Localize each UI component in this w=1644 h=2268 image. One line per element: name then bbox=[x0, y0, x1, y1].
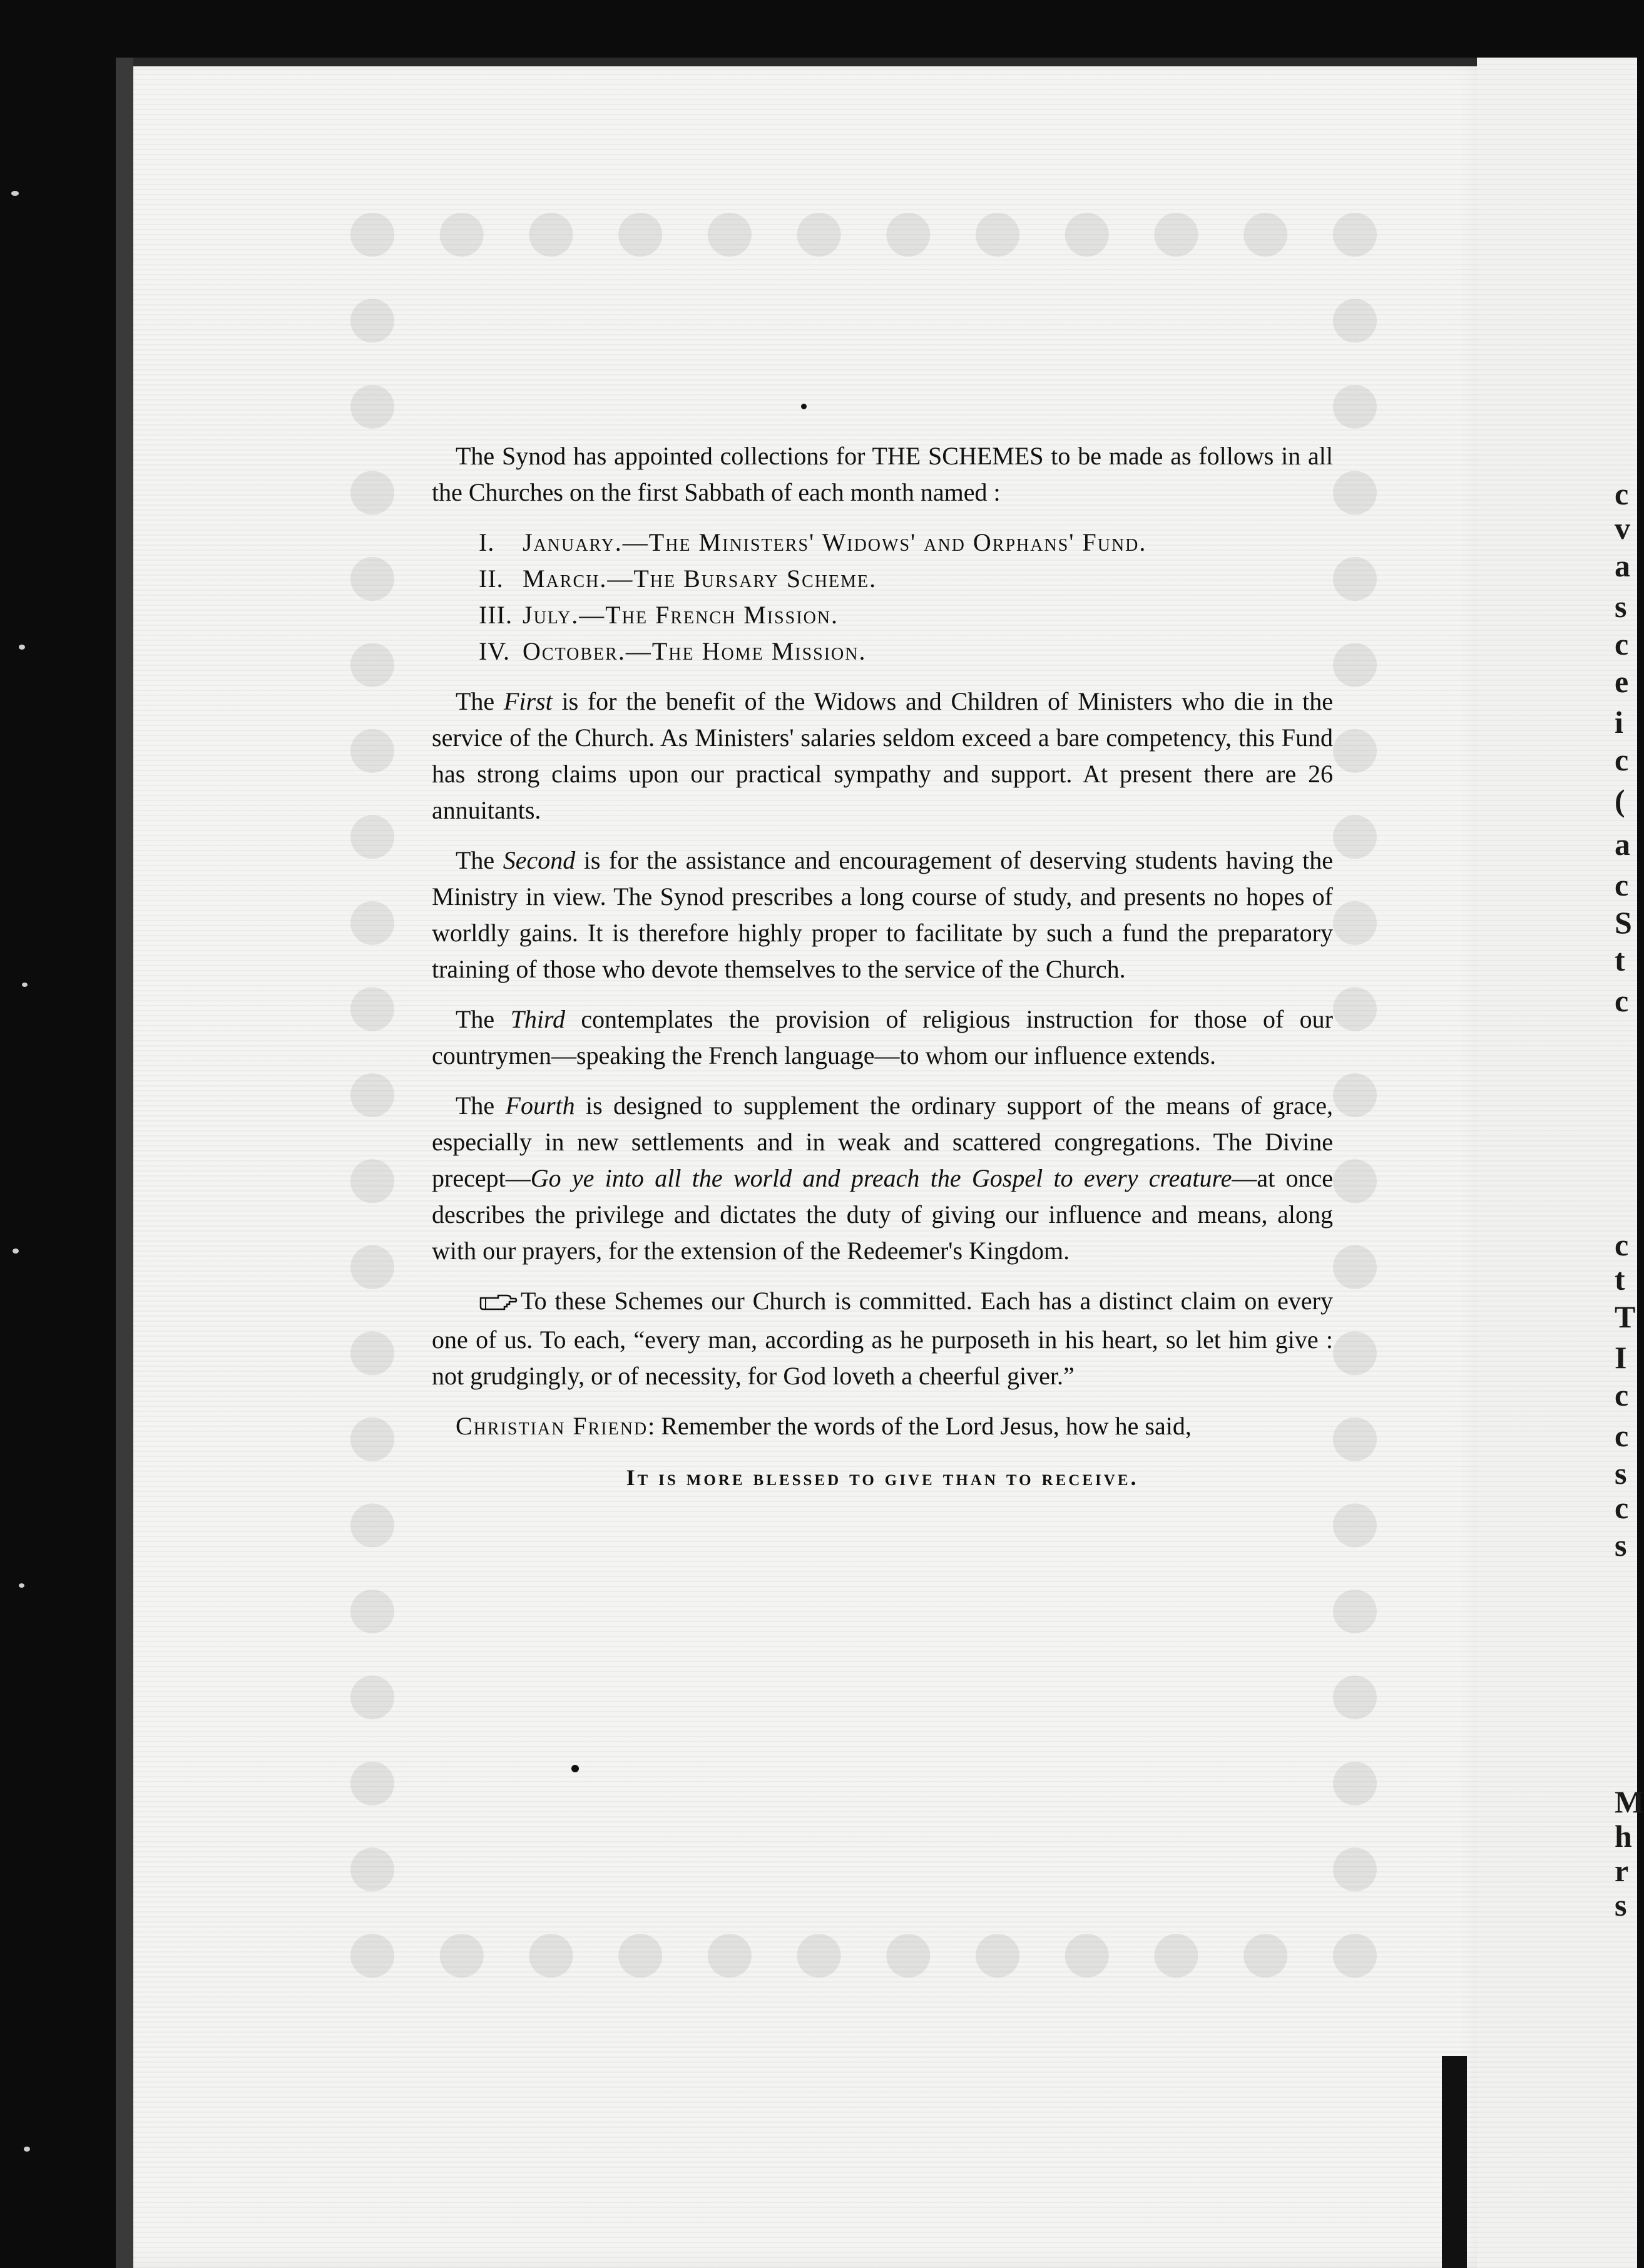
scheme-text: January.—The Ministers' Widows' and Orphans' Fund. bbox=[523, 528, 1147, 556]
scan-speck bbox=[24, 2147, 30, 2152]
scheme-text: July.—The French Mission. bbox=[523, 601, 839, 629]
facing-page-strip bbox=[1477, 58, 1637, 2268]
text-run: —at once describes the privilege and dictates the duty of giving our influence and means, along with our prayers, for the extension of the Redeemer's Kingdom. bbox=[432, 1164, 1333, 1265]
facing-page-letter: T bbox=[1615, 1299, 1636, 1334]
scheme-text: October.—The Home Mission. bbox=[523, 637, 867, 665]
friend-paragraph bbox=[432, 1408, 1333, 1444]
page-top-edge bbox=[116, 58, 1480, 66]
schemes-list bbox=[479, 524, 1333, 670]
salutation: Christian Friend bbox=[456, 1411, 648, 1440]
facing-page-letter: c bbox=[1615, 1490, 1629, 1525]
third-paragraph bbox=[432, 1001, 1333, 1074]
text-run: The bbox=[456, 1005, 511, 1033]
text-run: The bbox=[456, 846, 503, 874]
document-body bbox=[432, 438, 1333, 1496]
emphasis: Fourth bbox=[505, 1091, 575, 1120]
text-run: contemplates the provision of religious instruction for those of our countrymen—speaking the French language—to whom our influence extends. bbox=[432, 1005, 1334, 1070]
facing-page-letter: h bbox=[1615, 1819, 1632, 1854]
facing-page-letter: e bbox=[1615, 664, 1629, 699]
text-run: The bbox=[456, 1091, 506, 1120]
facing-page-letter: c bbox=[1615, 867, 1629, 902]
facing-page-letter: M bbox=[1615, 1784, 1644, 1819]
scan-speck bbox=[11, 191, 19, 196]
facing-page-letter: a bbox=[1615, 548, 1630, 583]
scheme-item bbox=[479, 524, 1333, 561]
facing-page-letter: c bbox=[1615, 476, 1629, 511]
text-run: is for the benefit of the Widows and Children of Ministers who die in the service of the Church. As Ministers' salaries seldom exceed a bare competency, this Fund has strong claims upon our practical sympathy and support. At present there are 26 annuitants. bbox=[432, 687, 1334, 824]
scheme-item bbox=[479, 561, 1333, 597]
facing-page-letter: s bbox=[1615, 1528, 1627, 1563]
facing-page-letter: c bbox=[1615, 1377, 1629, 1412]
fourth-paragraph bbox=[432, 1088, 1333, 1269]
pointing-hand-icon bbox=[456, 1285, 517, 1322]
text-run: The bbox=[456, 687, 504, 715]
facing-page-letter: c bbox=[1615, 1227, 1629, 1262]
intro-paragraph: The Synod has appointed collections for THE SCHEMES to be made as follows in all the Churches on the first Sabbath of each month named : bbox=[432, 442, 1333, 506]
scan-speck bbox=[13, 1249, 19, 1254]
facing-page-letter: ( bbox=[1615, 783, 1625, 818]
scripture-quote: Go ye into all the world and preach the Gospel to every creature bbox=[530, 1164, 1232, 1192]
facing-page-letter: c bbox=[1615, 626, 1629, 662]
scheme-number: IV. bbox=[479, 637, 511, 665]
facing-page-letter: a bbox=[1615, 827, 1630, 862]
binding-shadow bbox=[1442, 2056, 1467, 2268]
first-paragraph bbox=[432, 683, 1333, 829]
facing-page-letter: c bbox=[1615, 983, 1629, 1018]
facing-page-letter: s bbox=[1615, 1887, 1627, 1923]
text-run: is for the assistance and encouragement of deserving students having the Ministry in view. The Synod prescribes a long course of study, and presents no hopes of worldly gains. It is therefore highly proper to facilitate by such a fund the preparatory training of those who devote themselves to the service of the Church. bbox=[432, 846, 1334, 983]
scheme-text: March.—The Bursary Scheme. bbox=[523, 564, 877, 593]
scheme-item bbox=[479, 597, 1333, 633]
facing-page-letter: i bbox=[1615, 705, 1623, 740]
ink-dot bbox=[571, 1765, 579, 1772]
facing-page-letter: c bbox=[1615, 1418, 1629, 1453]
scheme-number: II. bbox=[479, 564, 504, 593]
page-left-edge bbox=[116, 58, 133, 2268]
facing-page-letter: v bbox=[1615, 511, 1630, 546]
scheme-number: I. bbox=[479, 528, 495, 556]
scan-speck bbox=[19, 645, 25, 650]
emphasis: First bbox=[503, 687, 553, 715]
facing-page-letter: t bbox=[1615, 1262, 1625, 1297]
ink-dot bbox=[801, 404, 807, 409]
scan-speck bbox=[22, 983, 28, 987]
emphasis: Third bbox=[510, 1005, 566, 1033]
facing-page-letter: t bbox=[1615, 942, 1625, 978]
facing-page-letter: r bbox=[1615, 1853, 1629, 1888]
facing-page-letter: s bbox=[1615, 589, 1627, 624]
facing-page-letter: S bbox=[1615, 905, 1632, 940]
scan-speck bbox=[19, 1583, 24, 1588]
facing-page-letter: c bbox=[1615, 742, 1629, 777]
closing-line: It is more blessed to give than to receive. bbox=[626, 1464, 1139, 1490]
scheme-number: III. bbox=[479, 601, 513, 629]
text-run: : Remember the words of the Lord Jesus, how he said, bbox=[648, 1411, 1192, 1440]
emphasis: Second bbox=[503, 846, 576, 874]
second-paragraph bbox=[432, 842, 1333, 988]
text-run: is designed to supplement the ordinary support of the means of grace, especially in new settlements and in weak and scattered congregations. The Divine precept— bbox=[432, 1091, 1334, 1192]
text-run: To these Schemes our Church is committed. Each has a distinct claim on every one of us. To each, “every man, according as he purposeth in his heart, so let him give : not grudgingly, or of necessity, for God loveth a cheerful giver.” bbox=[432, 1287, 1333, 1390]
facing-page-letter: s bbox=[1615, 1456, 1627, 1491]
facing-page-letter: I bbox=[1615, 1340, 1627, 1375]
scheme-item bbox=[479, 633, 1333, 670]
committed-paragraph bbox=[432, 1283, 1333, 1394]
